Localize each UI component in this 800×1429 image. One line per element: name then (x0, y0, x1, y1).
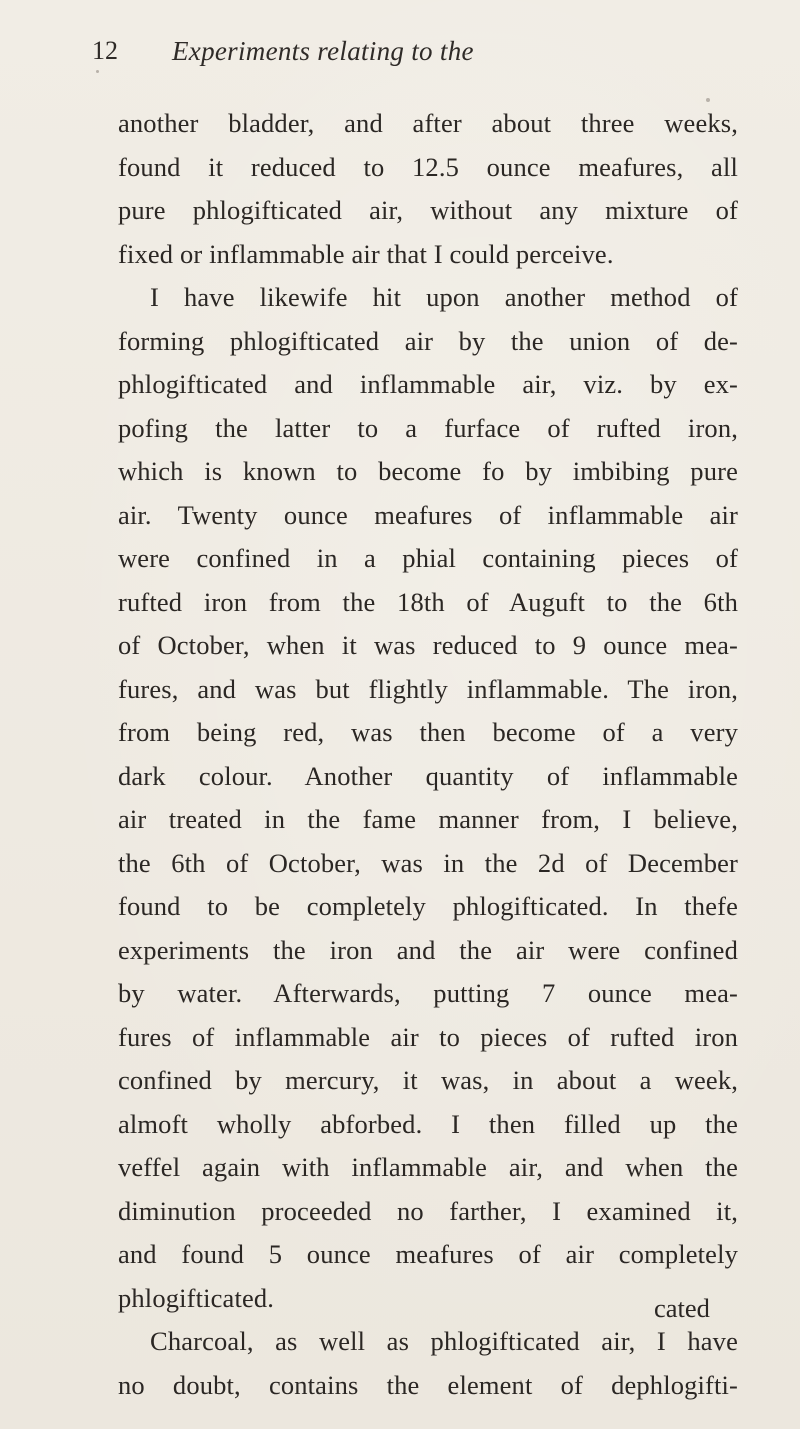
text-line: I have likewife hit upon another method of (150, 282, 738, 312)
text-line: almoft wholly abforbed. I then filled up the (118, 1108, 738, 1139)
page-number: 12 (92, 36, 118, 65)
text-line: Charcoal, as well as phlogifticated air, I have (150, 1326, 738, 1356)
text-line: fures, and was but flightly inflammable. The iron, (118, 673, 738, 704)
running-head: Experiments relating to the (172, 36, 474, 66)
text-line: dark colour. Another quantity of inflammable (118, 760, 738, 791)
text-line: fures of inflammable air to pieces of rufted iron (118, 1021, 738, 1052)
body-text (118, 102, 738, 1407)
text-line: no doubt, contains the element of dephlogifti- (118, 1369, 738, 1400)
text-line: by water. Afterwards, putting 7 ounce mea- (118, 978, 738, 1008)
text-line: air treated in the fame manner from, I believe, (118, 804, 738, 834)
text-line: the 6th of October, was in the 2d of December (118, 847, 738, 878)
text-line: diminution proceeded no farther, I examined it, (118, 1195, 738, 1226)
text-line: found it reduced to 12.5 ounce meafures, all (118, 151, 738, 182)
text-line: another bladder, and after about three weeks, (118, 108, 738, 138)
text-line: which is known to become fo by imbibing pure (118, 456, 738, 486)
text-line: pure phlogifticated air, without any mixture of (118, 195, 738, 225)
catchword: cated (654, 1293, 710, 1323)
text-line: were confined in a phial containing pieces of (118, 543, 738, 573)
text-line: veffel again with inflammable air, and when the (118, 1152, 738, 1182)
paper-speck (520, 1380, 522, 1385)
text-line: forming phlogifticated air by the union of de- (118, 325, 738, 356)
text-line: fixed or inflammable air that I could perceive. (118, 238, 614, 269)
paper-speck (706, 98, 710, 102)
text-line: air. Twenty ounce meafures of inflammable air (118, 499, 738, 530)
page-header (92, 32, 732, 72)
text-line: confined by mercury, it was, in about a week, (118, 1065, 738, 1095)
paper-speck (96, 70, 99, 73)
text-line: found to be completely phlogifticated. In thefe (118, 891, 738, 921)
text-line: and found 5 ounce meafures of air completely (118, 1239, 738, 1269)
text-line: of October, when it was reduced to 9 ounce mea- (118, 630, 738, 660)
text-line: phlogifticated. (118, 1282, 275, 1313)
text-line: rufted iron from the 18th of Auguft to the 6th (118, 586, 738, 617)
text-line: from being red, was then become of a very (118, 717, 738, 747)
text-line: pofing the latter to a furface of rufted iron, (118, 412, 738, 443)
text-line: phlogifticated and inflammable air, viz. by ex- (118, 369, 738, 399)
text-line: experiments the iron and the air were confined (118, 934, 738, 965)
